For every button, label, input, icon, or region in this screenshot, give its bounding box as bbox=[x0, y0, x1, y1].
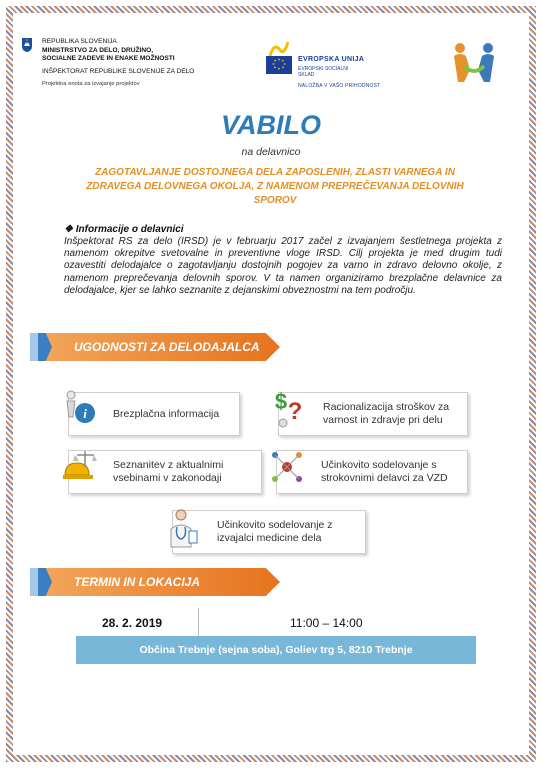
eu-slogan: NALOŽBA V VAŠO PRIHODNOST bbox=[298, 83, 381, 89]
benefit-text: Racionalizacija stroškov za varnost in zdravje pri delu bbox=[323, 401, 450, 426]
svg-text:?: ? bbox=[287, 398, 303, 425]
divider bbox=[198, 608, 199, 636]
project-people-logo-icon bbox=[448, 42, 500, 86]
termin-label: TERMIN IN LOKACIJA bbox=[74, 575, 200, 589]
benefit-text: Učinkovito sodelovanje s strokovnimi delavci za VZD bbox=[321, 459, 448, 484]
svg-text:$: $ bbox=[274, 389, 288, 414]
eu-flag-icon bbox=[266, 56, 292, 74]
event-time: 11:00 – 14:00 bbox=[290, 616, 363, 630]
benefit-text: Brezplačna informacija bbox=[113, 407, 220, 420]
event-location: Občina Trebnje (sejna soba), Goliev trg 5, 8210 Trebnje bbox=[76, 636, 476, 664]
event-date: 28. 2. 2019 bbox=[102, 616, 163, 630]
subtitle: na delavnico bbox=[241, 146, 301, 158]
network-people-icon bbox=[269, 445, 305, 489]
eu-logo bbox=[266, 42, 416, 90]
benefits-banner bbox=[30, 333, 290, 361]
page-title: VABILO bbox=[221, 110, 321, 140]
scales-helmet-icon bbox=[61, 445, 97, 489]
slovenia-crest-icon bbox=[22, 38, 32, 52]
svg-text:i: i bbox=[83, 406, 87, 421]
info-person-icon bbox=[61, 387, 97, 431]
project-unit-text: Projektna enota za izvajanje projektov bbox=[42, 81, 140, 88]
ministry-line-1: REPUBLIKA SLOVENIJA bbox=[42, 38, 117, 45]
header bbox=[20, 20, 522, 100]
benefit-card-1 bbox=[68, 392, 240, 436]
workshop-headline: ZAGOTAVLJANJE DOSTOJNEGA DELA ZAPOSLENIH, ZLASTI VARNEGA IN ZDRAVEGA DELOVNEGA OKOLJA, Z NAMENOM PREPREČEVANJA DELOVNIH SPOROV bbox=[86, 167, 464, 206]
inspektorat-text: INŠPEKTORAT REPUBLIKE SLOVENIJE ZA DELO bbox=[42, 67, 195, 75]
benefit-card-3 bbox=[68, 450, 262, 494]
money-question-icon bbox=[271, 387, 307, 431]
eu-title: EVROPSKA UNIJA bbox=[298, 56, 365, 63]
ministry-line-2: MINISTRSTVO ZA DELO, DRUŽINO, bbox=[42, 46, 154, 54]
flyer-content bbox=[20, 20, 522, 748]
eu-fund: EVROPSKI SOCIALNI SKLAD bbox=[298, 66, 349, 78]
benefit-text: Učinkovito sodelovanje z izvajalci medicine dela bbox=[217, 519, 333, 544]
diamond-bullet-icon: ❖ bbox=[64, 224, 73, 235]
info-body: Inšpektorat RS za delo (IRSD) je v februarju 2017 začel z izvajanjem šestletnega projekta z namenom okrepitve svetovalne in preventivne vloge IRSD. Cilj projekta je med drugim tudi ozavestiti delodajalce o zagotavljanju dostojnih pogojev za varno in zdravo delovno okolje, z namenom preprečevanja delovnih sporov. V ta namen organiziramo brezplačne delavnice za delodajalce, kjer se lahko seznanite z dejanskimi obveznostmi na tem področju. bbox=[64, 236, 502, 296]
benefit-text: Seznanitev z aktualnimi vsebinami v zakonodaji bbox=[113, 459, 224, 484]
benefit-card-5 bbox=[172, 510, 366, 554]
doctor-icon bbox=[165, 505, 201, 549]
termin-banner bbox=[30, 568, 290, 596]
info-heading bbox=[64, 224, 184, 235]
ministry-text bbox=[42, 38, 194, 89]
benefit-card-4 bbox=[276, 450, 468, 494]
ministry-line-3: SOCIALNE ZADEVE IN ENAKE MOŽNOSTI bbox=[42, 55, 175, 63]
info-heading-text: Informacije o delavnici bbox=[75, 224, 184, 235]
benefit-card-2 bbox=[274, 389, 468, 436]
benefits-label: UGODNOSTI ZA DELODAJALCA bbox=[74, 340, 260, 354]
